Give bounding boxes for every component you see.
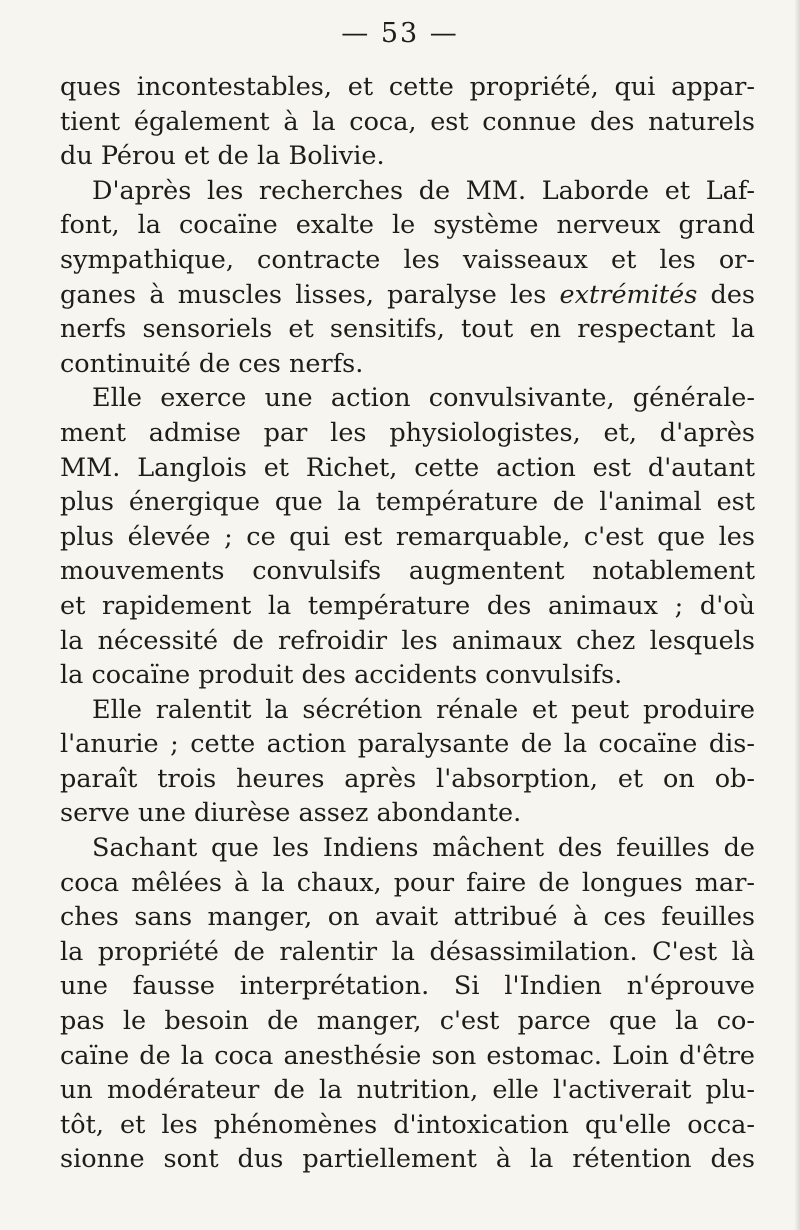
text-line: une fausse interprétation. Si l'Indien n'éprouve bbox=[60, 971, 755, 1002]
text-line: ques incontestables, et cette propriété, qui appar- bbox=[60, 72, 755, 102]
text-line: font, la cocaïne exalte le système nerveux grand bbox=[60, 210, 755, 241]
text-line: la nécessité de refroidir les animaux chez lesquels bbox=[60, 625, 755, 656]
text-line: plus élevée ; ce qui est remarquable, c'est que les bbox=[60, 521, 755, 552]
text-line: plus énergique que la température de l'animal est bbox=[60, 487, 755, 518]
text-line: coca mêlées à la chaux, pour faire de longues mar- bbox=[60, 867, 755, 898]
text-line: mouvements convulsifs augmentent notablement bbox=[60, 556, 755, 587]
text-line: serve une diurèse assez abondante. bbox=[60, 798, 522, 829]
text-line: nerfs sensoriels et sensitifs, tout en respectant la bbox=[60, 314, 755, 345]
text-line: tôt, et les phénomènes d'intoxication qu'elle occa- bbox=[60, 1109, 755, 1140]
text-line: et rapidement la température des animaux ; d'où bbox=[60, 590, 755, 621]
text-line: un modérateur de la nutrition, elle l'activerait plu- bbox=[60, 1075, 755, 1106]
page-number: — 53 — bbox=[341, 18, 459, 49]
text-line: sionne sont dus partiellement à la rétention des bbox=[60, 1144, 755, 1175]
text-line: paraît trois heures après l'absorption, et on ob- bbox=[60, 763, 755, 794]
text-line: ganes à muscles lisses, paralyse les extrémités des bbox=[60, 279, 755, 310]
text-line: Sachant que les Indiens mâchent des feuilles de bbox=[92, 833, 755, 864]
text-line: tient également à la coca, est connue des naturels bbox=[60, 106, 755, 137]
text-line: la propriété de ralentir la désassimilation. C'est là bbox=[60, 936, 755, 967]
text-line: continuité de ces nerfs. bbox=[60, 348, 364, 379]
text-line: MM. Langlois et Richet, cette action est d'autant bbox=[60, 452, 755, 483]
text-line: pas le besoin de manger, c'est parce que la co- bbox=[60, 1006, 755, 1037]
text-line: D'après les recherches de MM. Laborde et Laf- bbox=[92, 175, 755, 206]
text-line: caïne de la coca anesthésie son estomac. Loin d'être bbox=[60, 1040, 755, 1071]
page-edge-shadow bbox=[794, 0, 800, 1230]
italic-word: extrémités bbox=[559, 279, 698, 310]
text-line: Elle ralentit la sécrétion rénale et peut produire bbox=[92, 694, 755, 725]
text-line: du Pérou et de la Bolivie. bbox=[60, 141, 385, 172]
text-line: ches sans manger, on avait attribué à ces feuilles bbox=[60, 902, 755, 933]
text-line: ment admise par les physiologistes, et, d'après bbox=[60, 417, 755, 448]
text-line: la cocaïne produit des accidents convulsifs. bbox=[60, 660, 623, 691]
body-text bbox=[60, 70, 755, 1177]
text-line: Elle exerce une action convulsivante, générale- bbox=[92, 383, 755, 414]
text-line: sympathique, contracte les vaisseaux et les or- bbox=[60, 244, 755, 275]
text-line: l'anurie ; cette action paralysante de la cocaïne dis- bbox=[60, 729, 755, 760]
